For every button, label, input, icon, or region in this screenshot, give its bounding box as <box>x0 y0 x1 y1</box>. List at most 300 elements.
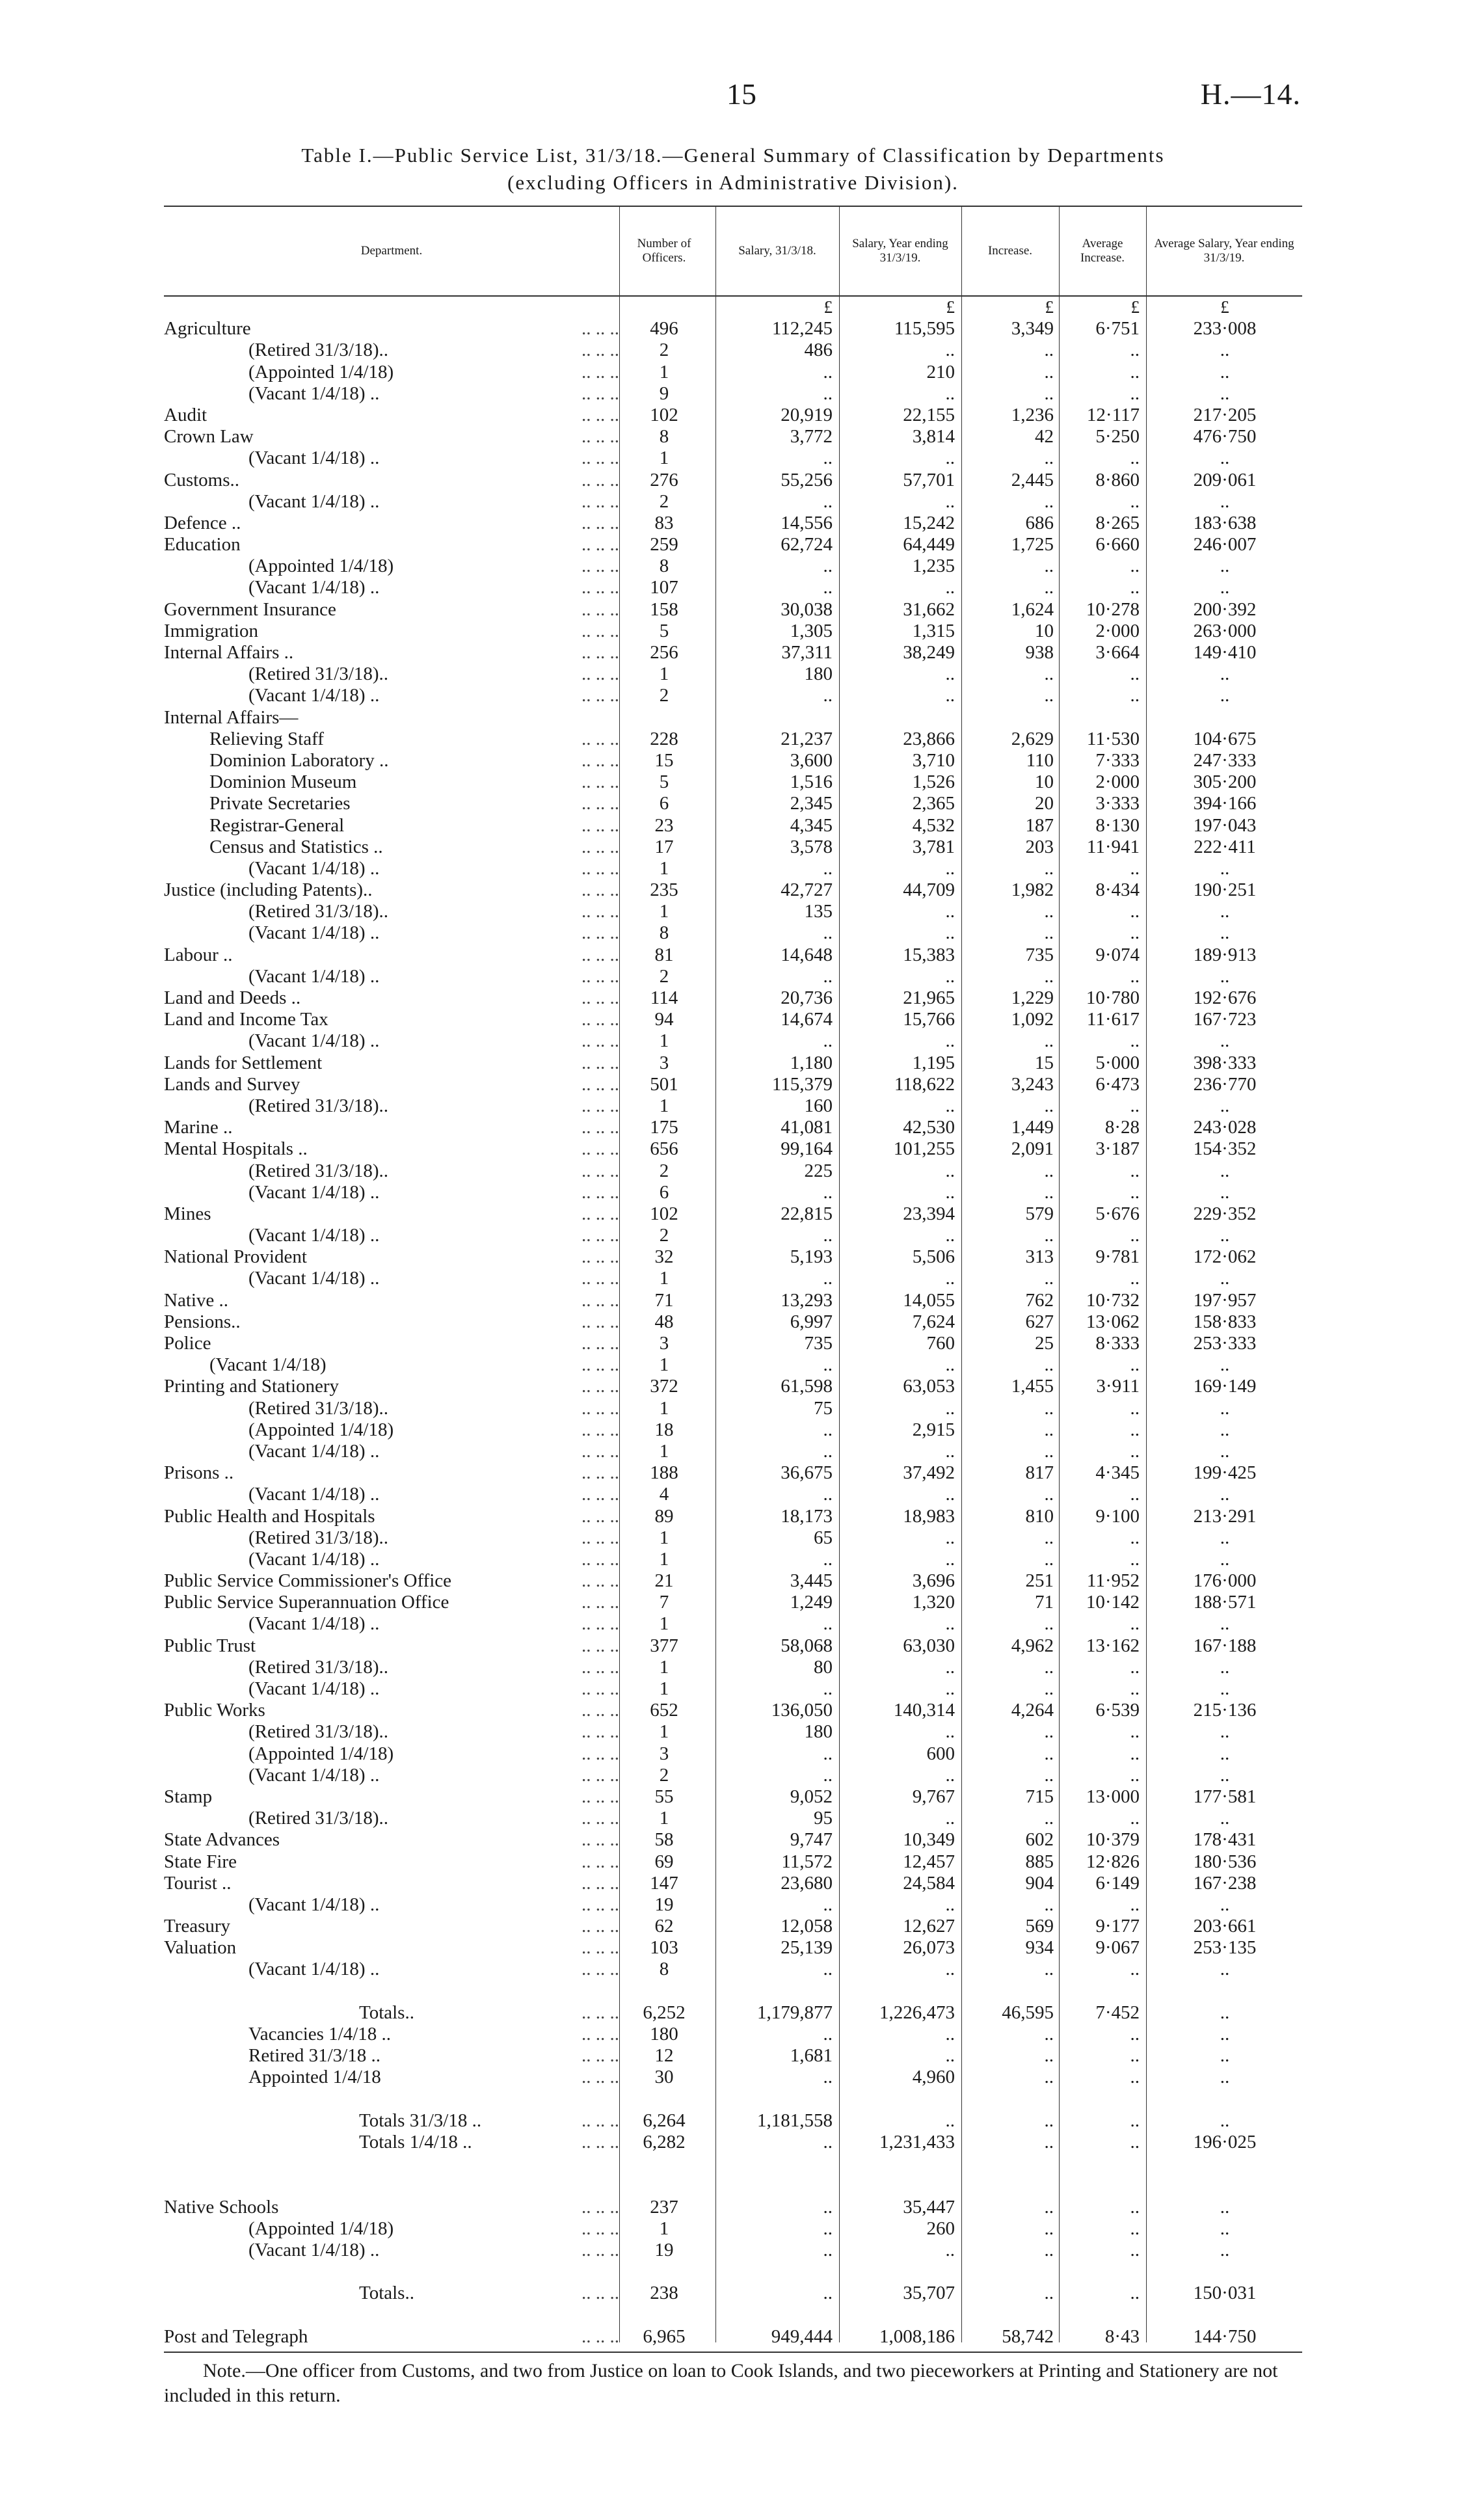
leader-dots: .. .. .. <box>581 404 619 425</box>
avg-salary-value: .. <box>1220 556 1230 577</box>
increase-value: 1,624 <box>1011 598 1054 620</box>
increase-value: .. <box>1044 1354 1054 1376</box>
table-row <box>164 1808 1302 1829</box>
avg-increase-value: .. <box>1130 1548 1140 1570</box>
increase-value: 686 <box>1025 512 1054 533</box>
increase-value: 2,091 <box>1011 1138 1054 1160</box>
salary-year-value: .. <box>945 1397 955 1419</box>
table-bottom-rule <box>164 2352 1302 2353</box>
salary-value: 1,681 <box>790 2045 833 2067</box>
department-name: (Vacant 1/4/18) .. <box>248 922 380 944</box>
table-row <box>164 966 1302 987</box>
officer-count: 9 <box>659 382 669 404</box>
salary-year-value: 12,457 <box>903 1851 955 1872</box>
officer-count: 6 <box>659 1181 669 1203</box>
avg-salary-value: 217·205 <box>1193 404 1257 425</box>
officer-count: 1 <box>659 1030 669 1052</box>
avg-salary-value: .. <box>1220 2110 1230 2131</box>
table-row <box>164 2110 1302 2132</box>
leader-dots: .. .. .. <box>581 1786 619 1807</box>
avg-increase-value: 8·265 <box>1095 512 1140 533</box>
avg-salary-value: 243·028 <box>1193 1117 1257 1138</box>
spacer-row <box>164 1981 1302 2002</box>
officer-count: 1 <box>659 1808 669 1829</box>
department-name: Land and Income Tax <box>164 1009 328 1030</box>
spacer-row <box>164 2261 1302 2283</box>
table-row <box>164 383 1302 405</box>
leader-dots: .. .. .. <box>581 448 619 469</box>
column-rule-6 <box>1146 206 1147 2342</box>
increase-value: 627 <box>1025 1311 1054 1332</box>
avg-salary-value: .. <box>1220 1613 1230 1635</box>
increase-value: .. <box>1044 1397 1054 1419</box>
department-name: (Vacant 1/4/18) .. <box>248 490 380 512</box>
table-row <box>164 534 1302 556</box>
salary-value: 9,052 <box>790 1786 833 1807</box>
avg-salary-value: .. <box>1220 1484 1230 1505</box>
avg-increase-value: 10·379 <box>1086 1829 1140 1851</box>
avg-salary-value: .. <box>1220 1354 1230 1376</box>
table-row <box>164 1937 1302 1959</box>
officer-count: 1 <box>659 664 669 685</box>
table-row <box>164 1290 1302 1311</box>
column-rule-2 <box>715 206 716 2342</box>
avg-increase-value: .. <box>1130 857 1140 879</box>
avg-increase-value: .. <box>1130 556 1140 577</box>
increase-value: 25 <box>1035 1333 1054 1354</box>
officer-count: 18 <box>654 1419 674 1440</box>
leader-dots: .. .. .. <box>581 685 619 706</box>
salary-year-value: 63,030 <box>903 1635 955 1656</box>
increase-value: 1,229 <box>1011 987 1054 1008</box>
leader-dots: .. .. .. <box>581 1268 619 1289</box>
leader-dots: .. .. .. <box>581 664 619 685</box>
increase-value: .. <box>1044 2024 1054 2044</box>
avg-salary-value: .. <box>1220 1181 1230 1203</box>
spacer-row <box>164 2089 1302 2110</box>
increase-value: .. <box>1044 1764 1054 1786</box>
department-name: (Vacant 1/4/18) .. <box>248 1181 380 1203</box>
avg-increase-value: 9·074 <box>1095 944 1140 965</box>
officer-count: 259 <box>650 534 678 556</box>
table-row <box>164 750 1302 771</box>
avg-increase-value: 2·000 <box>1095 771 1140 793</box>
salary-value: 75 <box>814 1397 833 1419</box>
salary-value: .. <box>823 1743 833 1764</box>
avg-increase-value: .. <box>1130 1440 1140 1462</box>
avg-increase-value: 9·177 <box>1095 1916 1140 1937</box>
leader-dots: .. .. .. <box>581 1527 619 1548</box>
title-line-2: (excluding Officers in Administrative Division). <box>507 171 959 194</box>
leader-dots: .. .. .. <box>581 1700 619 1721</box>
salary-year-value: .. <box>945 1527 955 1548</box>
salary-value: 20,736 <box>781 987 833 1008</box>
salary-year-value: 3,814 <box>912 426 955 448</box>
salary-value: .. <box>823 382 833 404</box>
title-line-1: Table I.—Public Service List, 31/3/18.—General Summary of Classification by Departments <box>301 144 1165 167</box>
officer-count: 89 <box>654 1505 674 1527</box>
officer-count: 501 <box>650 1073 678 1095</box>
department-name: (Appointed 1/4/18) <box>248 556 394 577</box>
officer-count: 30 <box>654 2067 674 2088</box>
avg-salary-value: .. <box>1220 857 1230 879</box>
department-name: (Vacant 1/4/18) .. <box>248 965 380 987</box>
leader-dots: .. .. .. <box>581 1030 619 1052</box>
avg-salary-value: .. <box>1220 2239 1230 2260</box>
table-row <box>164 1246 1302 1268</box>
leader-dots: .. .. .. <box>581 534 619 556</box>
table-row <box>164 2326 1302 2348</box>
table-row <box>164 642 1302 664</box>
avg-increase-value: .. <box>1130 2218 1140 2239</box>
avg-increase-value: 3·911 <box>1096 1376 1140 1397</box>
leader-dots: .. .. .. <box>581 2024 619 2044</box>
salary-year-value: 38,249 <box>903 642 955 663</box>
avg-salary-value: 104·675 <box>1193 728 1257 749</box>
spacer-row <box>164 2304 1302 2326</box>
leader-dots: .. .. .. <box>581 1419 619 1440</box>
salary-value: 115,379 <box>771 1073 833 1095</box>
salary-year-value: 118,622 <box>894 1073 955 1095</box>
officer-count: 1 <box>659 901 669 922</box>
leader-dots: .. .. .. <box>581 1872 619 1894</box>
leader-dots: .. .. .. <box>581 2002 619 2023</box>
salary-year-value: 140,314 <box>893 1700 955 1721</box>
department-name: (Vacant 1/4/18) .. <box>248 1225 380 1246</box>
salary-year-value: .. <box>945 1721 955 1743</box>
increase-value: .. <box>1044 1894 1054 1915</box>
increase-value: 2,445 <box>1011 469 1054 490</box>
avg-increase-value: .. <box>1130 490 1140 512</box>
avg-increase-value: .. <box>1130 1095 1140 1116</box>
department-name: (Vacant 1/4/18) .. <box>248 1678 380 1699</box>
table-row <box>164 1052 1302 1074</box>
avg-salary-value: .. <box>1220 1678 1230 1699</box>
leader-dots: .. .. .. <box>581 1354 619 1376</box>
salary-value: 18,173 <box>781 1505 833 1527</box>
salary-year-value: 44,709 <box>903 879 955 901</box>
department-name: Tourist .. <box>164 1872 232 1894</box>
increase-value: 4,962 <box>1011 1635 1054 1656</box>
increase-value: .. <box>1044 1548 1054 1570</box>
increase-value: .. <box>1044 2218 1054 2239</box>
salary-year-value: 101,255 <box>893 1138 955 1160</box>
increase-value: 602 <box>1025 1829 1054 1851</box>
increase-value: .. <box>1044 1484 1054 1505</box>
avg-increase-value: .. <box>1130 2045 1140 2067</box>
avg-increase-value: 10·732 <box>1086 1289 1140 1311</box>
avg-increase-value: .. <box>1130 2196 1140 2218</box>
department-name: Dominion Laboratory .. <box>209 749 389 771</box>
leader-dots: .. .. .. <box>581 1095 619 1116</box>
officer-count: 496 <box>650 318 678 340</box>
officer-count: 102 <box>650 1203 678 1224</box>
leader-dots: .. .. .. <box>581 857 619 879</box>
officer-count: 256 <box>650 642 678 663</box>
salary-year-value: .. <box>945 1440 955 1462</box>
officer-count: 7 <box>659 1592 669 1613</box>
summary-table <box>164 206 1302 2353</box>
salary-value: 180 <box>804 1721 833 1743</box>
increase-value: 2,629 <box>1011 728 1054 749</box>
increase-value: .. <box>1044 1225 1054 1246</box>
avg-increase-value: .. <box>1130 382 1140 404</box>
avg-salary-value: 305·200 <box>1193 771 1257 793</box>
avg-increase-value: .. <box>1130 965 1140 987</box>
salary-year-value: 10,349 <box>903 1829 955 1851</box>
table-row <box>164 1829 1302 1851</box>
salary-value: 95 <box>814 1808 833 1829</box>
avg-salary-value: .. <box>1220 2067 1230 2088</box>
officer-count: 8 <box>659 426 669 448</box>
leader-dots: .. .. .. <box>581 1181 619 1203</box>
increase-value: .. <box>1044 685 1054 706</box>
leader-dots: .. .. .. <box>581 1808 619 1829</box>
leader-dots: .. .. .. <box>581 1397 619 1419</box>
department-name: (Vacant 1/4/18) .. <box>248 382 380 404</box>
officer-count: 15 <box>654 749 674 771</box>
officer-count: 6,264 <box>643 2110 686 2131</box>
avg-salary-value: 209·061 <box>1193 469 1257 490</box>
leader-dots: .. .. .. <box>581 2196 619 2218</box>
spacer-row <box>164 2175 1302 2196</box>
salary-year-value: 18,983 <box>903 1505 955 1527</box>
salary-year-value: 4,532 <box>912 814 955 836</box>
increase-value: 762 <box>1025 1289 1054 1311</box>
officer-count: 2 <box>659 340 669 361</box>
salary-year-value: 260 <box>926 2218 955 2239</box>
officer-count: 1 <box>659 2218 669 2239</box>
leader-dots: .. .. .. <box>581 1009 619 1030</box>
leader-dots: .. .. .. <box>581 361 619 382</box>
officer-count: 228 <box>650 728 678 749</box>
department-name: Internal Affairs .. <box>164 642 294 663</box>
avg-salary-value: 188·571 <box>1193 1592 1257 1613</box>
avg-increase-value: 10·142 <box>1086 1592 1140 1613</box>
avg-increase-value: 9·781 <box>1095 1246 1140 1268</box>
officer-count: 2 <box>659 490 669 512</box>
department-name: Education <box>164 534 241 556</box>
leader-dots: .. .. .. <box>581 1959 619 1980</box>
salary-year-value: .. <box>945 1808 955 1829</box>
increase-value: 15 <box>1035 1052 1054 1073</box>
table-row <box>164 318 1302 340</box>
salary-year-value: .. <box>945 1160 955 1181</box>
officer-count: 652 <box>650 1700 678 1721</box>
department-name: Lands for Settlement <box>164 1052 323 1073</box>
increase-value: 715 <box>1025 1786 1054 1807</box>
department-name: Private Secretaries <box>209 793 351 814</box>
table-row <box>164 945 1302 966</box>
avg-salary-value: .. <box>1220 965 1230 987</box>
salary-year-value: .. <box>945 1613 955 1635</box>
increase-value: .. <box>1044 361 1054 382</box>
avg-salary-value: 199·425 <box>1193 1462 1257 1484</box>
leader-dots: .. .. .. <box>581 577 619 598</box>
salary-year-value: 12,627 <box>903 1916 955 1937</box>
increase-value: 1,449 <box>1011 1117 1054 1138</box>
increase-value: .. <box>1044 382 1054 404</box>
avg-increase-value: 3·333 <box>1095 793 1140 814</box>
department-name: (Vacant 1/4/18) .. <box>248 685 380 706</box>
avg-increase-value: .. <box>1130 1354 1140 1376</box>
increase-value: 1,725 <box>1011 534 1054 556</box>
avg-increase-value: .. <box>1130 2110 1140 2131</box>
salary-year-value: .. <box>945 1095 955 1116</box>
avg-salary-value: 263·000 <box>1193 620 1257 641</box>
avg-increase-value: .. <box>1130 1678 1140 1699</box>
table-row <box>164 1030 1302 1052</box>
increase-value: 735 <box>1025 944 1054 965</box>
increase-value: .. <box>1044 1181 1054 1203</box>
department-name: Stamp <box>164 1786 213 1807</box>
increase-value: .. <box>1044 490 1054 512</box>
leader-dots: .. .. .. <box>581 318 619 340</box>
department-name: Treasury <box>164 1916 231 1937</box>
leader-dots: .. .. .. <box>581 1570 619 1592</box>
avg-salary-value: 167·188 <box>1193 1635 1257 1656</box>
department-name: (Vacant 1/4/18) .. <box>248 1894 380 1915</box>
officer-count: 8 <box>659 556 669 577</box>
salary-year-value: 1,195 <box>912 1052 955 1073</box>
avg-increase-value: .. <box>1130 577 1140 598</box>
table-row <box>164 556 1302 577</box>
leader-dots: .. .. .. <box>581 2045 619 2067</box>
avg-salary-value: 246·007 <box>1193 534 1257 556</box>
header-increase: Increase. <box>987 244 1033 258</box>
avg-salary-value: .. <box>1220 1397 1230 1419</box>
leader-dots: .. .. .. <box>581 1117 619 1138</box>
table-row <box>164 2132 1302 2153</box>
avg-salary-value: .. <box>1220 340 1230 361</box>
salary-year-value: .. <box>945 1030 955 1052</box>
table-row <box>164 1333 1302 1354</box>
table-row <box>164 1873 1302 1894</box>
table-row <box>164 1225 1302 1246</box>
avg-salary-value: .. <box>1220 1764 1230 1786</box>
salary-year-value: 15,766 <box>903 1009 955 1030</box>
avg-increase-value: .. <box>1130 1030 1140 1052</box>
avg-salary-value: .. <box>1220 2196 1230 2218</box>
increase-value: 810 <box>1025 1505 1054 1527</box>
department-name: Public Service Commissioner's Office <box>164 1570 452 1592</box>
salary-year-value: 35,447 <box>903 2196 955 2218</box>
leader-dots: .. .. .. <box>581 490 619 512</box>
salary-value: 1,305 <box>790 620 833 641</box>
department-name: Totals.. <box>359 2283 414 2304</box>
avg-increase-value: .. <box>1130 1764 1140 1786</box>
department-name: (Vacant 1/4/18) .. <box>248 1484 380 1505</box>
leader-dots: .. .. .. <box>581 1635 619 1656</box>
avg-salary-value: .. <box>1220 1030 1230 1052</box>
table-row <box>164 2024 1302 2045</box>
avg-increase-value: 5·000 <box>1095 1052 1140 1073</box>
department-name: Customs.. <box>164 469 240 490</box>
salary-value: .. <box>823 2024 833 2044</box>
table-row <box>164 340 1302 361</box>
table-row <box>164 922 1302 944</box>
department-name: Public Health and Hospitals <box>164 1505 375 1527</box>
avg-increase-value: 3·187 <box>1095 1138 1140 1160</box>
avg-increase-value: .. <box>1130 1959 1140 1980</box>
avg-increase-value: .. <box>1130 1225 1140 1246</box>
increase-value: 203 <box>1025 836 1054 857</box>
department-name: (Vacant 1/4/18) .. <box>248 1268 380 1289</box>
avg-increase-value: 6·539 <box>1095 1700 1140 1721</box>
table-row <box>164 879 1302 901</box>
department-name: (Vacant 1/4/18) .. <box>248 857 380 879</box>
department-name: (Retired 31/3/18).. <box>248 664 389 685</box>
leader-dots: .. .. .. <box>581 901 619 922</box>
department-name: (Retired 31/3/18).. <box>248 1397 389 1419</box>
salary-year-value: .. <box>945 1225 955 1246</box>
increase-value: 817 <box>1025 1462 1054 1484</box>
leader-dots: .. .. .. <box>581 340 619 361</box>
avg-salary-value: 236·770 <box>1193 1073 1257 1095</box>
avg-increase-value: 6·149 <box>1095 1872 1140 1894</box>
avg-salary-value: .. <box>1220 448 1230 469</box>
avg-salary-value: 213·291 <box>1193 1505 1257 1527</box>
department-name: (Retired 31/3/18).. <box>248 1721 389 1743</box>
table-row <box>164 1592 1302 1613</box>
salary-year-value: 1,226,473 <box>879 2002 955 2023</box>
department-name: (Retired 31/3/18).. <box>248 1808 389 1829</box>
increase-value: .. <box>1044 2110 1054 2131</box>
avg-salary-value: 215·136 <box>1193 1700 1257 1721</box>
department-name: Public Works <box>164 1700 265 1721</box>
salary-year-value: 23,866 <box>903 728 955 749</box>
salary-year-value: 760 <box>926 1333 955 1354</box>
table-row <box>164 1851 1302 1873</box>
avg-increase-value: .. <box>1130 685 1140 706</box>
table-row <box>164 1570 1302 1592</box>
header-salary: Salary, 31/3/18. <box>738 244 816 258</box>
increase-value: .. <box>1044 1419 1054 1440</box>
salary-value: 41,081 <box>781 1117 833 1138</box>
table-row <box>164 2240 1302 2261</box>
salary-year-value: .. <box>945 577 955 598</box>
header-avg-increase: Average Increase. <box>1080 237 1125 265</box>
increase-value: 42 <box>1035 426 1054 448</box>
avg-salary-value: .. <box>1220 382 1230 404</box>
leader-dots: .. .. .. <box>581 1073 619 1095</box>
footnote: Note.—One officer from Customs, and two from Justice on loan to Cook Islands, and two pieceworkers at Printing and Stationery are not included in this return. <box>164 2360 1278 2406</box>
table-row <box>164 1268 1302 1289</box>
leader-dots: .. .. .. <box>581 922 619 944</box>
salary-value: 3,445 <box>790 1570 833 1592</box>
increase-value: .. <box>1044 1959 1054 1980</box>
avg-increase-value: .. <box>1130 2131 1140 2152</box>
table-row <box>164 858 1302 879</box>
avg-increase-value: .. <box>1130 922 1140 944</box>
table-row <box>164 1074 1302 1095</box>
avg-increase-value: .. <box>1130 1484 1140 1505</box>
salary-year-value: .. <box>945 2239 955 2260</box>
department-name: State Fire <box>164 1851 237 1872</box>
increase-value: .. <box>1044 1160 1054 1181</box>
salary-value: .. <box>823 1181 833 1203</box>
officer-count: 81 <box>654 944 674 965</box>
table-row <box>164 1549 1302 1570</box>
officer-count: 377 <box>650 1635 678 1656</box>
salary-year-value: .. <box>945 922 955 944</box>
table-row <box>164 470 1302 491</box>
salary-value: .. <box>823 448 833 469</box>
officer-count: 235 <box>650 879 678 901</box>
table-row <box>164 1678 1302 1700</box>
salary-year-value: .. <box>945 340 955 361</box>
increase-value: .. <box>1044 857 1054 879</box>
